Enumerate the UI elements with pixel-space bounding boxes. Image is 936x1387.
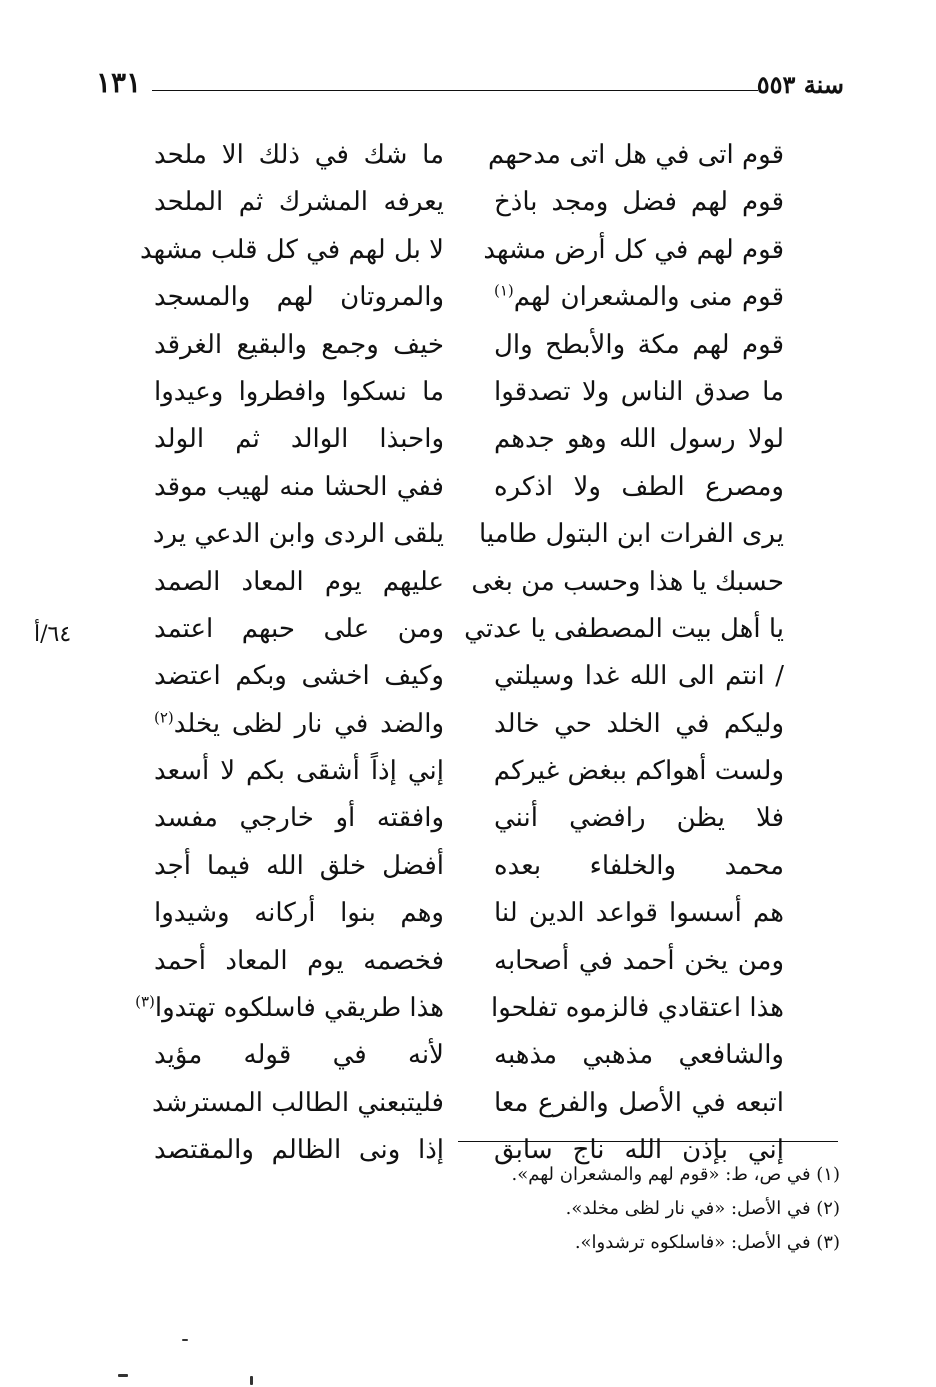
page-number: ١٣١: [96, 66, 142, 99]
verse-column-right: [464, 132, 784, 1175]
verse-line: [154, 369, 444, 416]
verse-text: إني بإذن الله ناج سابق: [494, 1135, 784, 1166]
footnote-marker: (١): [494, 281, 514, 300]
verse-line: [154, 843, 444, 890]
verse-line: [494, 938, 784, 985]
verse-line: [494, 464, 784, 511]
verse-text: يرى الفرات ابن البتول طاميا: [478, 519, 784, 550]
verse-line: [154, 653, 444, 700]
footnote-item: (٣) في الأصل: «فاسلكوه ترشدوا».: [574, 1232, 840, 1253]
verse-line: [494, 843, 784, 890]
verse-text: يلقى الردى وابن الدعي يرد: [152, 519, 444, 550]
scan-speck: [118, 1374, 128, 1377]
verse-text: عليهم يوم المعاد الصمد: [154, 566, 444, 597]
verse-text: / انتم الى الله غدا وسيلتي: [494, 661, 784, 692]
footnotes: [512, 1158, 840, 1260]
verse-text: إذا ونى الظالم والمقتصد: [154, 1135, 444, 1166]
running-header-year: سنة ٥٥٣: [756, 70, 844, 99]
verse-line: [494, 322, 784, 369]
verse-line: [494, 1080, 784, 1127]
verse-line: [154, 701, 444, 748]
verse-text: واحبذا الوالد ثم الولد: [154, 424, 444, 455]
verse-line: [154, 795, 444, 842]
verse-line: [494, 653, 784, 700]
verse-text: هذا طريقي فاسلكوه تهتدوا: [154, 993, 444, 1024]
verse-text: لولا رسول الله وهو جدهم: [494, 424, 784, 455]
verse-text: وكيف اخشى وبكم اعتضد: [154, 661, 444, 692]
verse-line: [494, 1032, 784, 1079]
verse-text: وهم بنوا أركانه وشيدوا: [154, 898, 444, 929]
verse-text: اتبعه في الأصل والفرع معا: [494, 1087, 784, 1118]
verse-text: ومصرع الطف ولا اذكره: [494, 471, 784, 502]
verse-text: قوم لهم مكة والأبطح وال: [494, 329, 784, 360]
verse-line: [154, 179, 444, 226]
verse-line: [154, 1127, 444, 1174]
verse-line: [154, 1032, 444, 1079]
verse-line: [154, 322, 444, 369]
verse-line: [154, 559, 444, 606]
verse-line: [494, 890, 784, 937]
verse-text: والشافعي مذهبي مذهبه: [494, 1040, 784, 1071]
verse-text: ومن يخن أحمد في أصحابه: [494, 945, 784, 976]
footnote-item: (١) في ص، ط: «قوم لهم والمشعران لهم».: [511, 1164, 840, 1185]
verse-column-left: [135, 132, 444, 1175]
verse-line: [154, 938, 444, 985]
verse-text: ما نسكوا وافطروا وعيدوا: [154, 376, 444, 407]
verse-text: قوم لهم فضل ومجد باذخ: [494, 187, 784, 218]
verse-line: [135, 985, 444, 1032]
scan-speck: [250, 1376, 253, 1385]
verse-line: [491, 985, 784, 1032]
verse-text: محمد والخلفاء بعده: [494, 850, 784, 881]
verse-text: والمروتان لهم والمسجد: [154, 282, 444, 313]
verse-line: [151, 1080, 444, 1127]
footnote-item: (٢) في الأصل: «في نار لظى مخلد».: [565, 1198, 840, 1219]
verse-line: [494, 369, 784, 416]
verse-line: [488, 132, 784, 179]
verse-text: ومن على حبهم اعتمد: [154, 613, 444, 644]
verse-line: [154, 464, 444, 511]
verse-text: فليتبعني الطالب المسترشد: [151, 1087, 444, 1118]
verse-text: قوم منى والمشعران لهم: [513, 282, 784, 313]
verse-line: [494, 179, 784, 226]
verse-text: فخصمه يوم المعاد أحمد: [154, 945, 444, 976]
verse-line: [478, 511, 784, 558]
verse-line: [154, 274, 444, 321]
verse-text: أفضل خلق الله فيما أجد: [154, 850, 444, 881]
verse-text: يعرفه المشرك ثم الملحد: [154, 187, 444, 218]
verse-line: [139, 227, 444, 274]
verse-text: هذا اعتقادي فالزموه تفلحوا: [491, 993, 784, 1024]
verse-text: قوم لهم في كل أرض مشهد: [483, 234, 784, 265]
verse-text: لا بل لهم في كل قلب مشهد: [139, 234, 444, 265]
verse-line: [154, 890, 444, 937]
verse-line: [154, 748, 444, 795]
verse-line: [154, 132, 444, 179]
scan-speck: [182, 1339, 188, 1341]
verse-text: ما شك في ذلك الا ملحد: [154, 140, 444, 170]
verse-text: وافقته أو خارجي مفسد: [154, 803, 444, 834]
verse-line: [494, 416, 784, 463]
verse-text: والضد في نار لظى يخلد: [173, 708, 444, 739]
verse-line: [154, 606, 444, 653]
verse-line: [483, 227, 784, 274]
verse-line: [154, 416, 444, 463]
verse-line: [494, 701, 784, 748]
verse-text: قوم اتى في هل اتى مدحهم: [488, 140, 784, 170]
verse-line: [494, 748, 784, 795]
verse-text: حسبك يا هذا وحسب من بغى: [471, 566, 784, 597]
manuscript-folio-marker: ٦٤/أ: [34, 622, 72, 647]
verse-text: هم أسسوا قواعد الدين لنا: [494, 898, 784, 929]
footnote-marker: (٢): [154, 708, 174, 727]
verse-line: [494, 795, 784, 842]
verse-line: [471, 559, 784, 606]
verse-text: ولست أهواكم ببغض غيركم: [493, 756, 784, 787]
verse-line: [154, 511, 444, 558]
verse-text: ففي الحشا منه لهيب موقد: [154, 471, 444, 502]
verse-text: فلا يظن رافضي أنني: [494, 803, 784, 834]
verse-text: لأنه في قوله مؤيد: [154, 1040, 444, 1071]
verse-text: ما صدق الناس ولا تصدقوا: [494, 376, 784, 407]
verse-text: وليكم في الخلد حي خالد: [494, 708, 784, 739]
verse-text: يا أهل بيت المصطفى يا عدتي: [464, 613, 784, 644]
verse-line: [464, 606, 784, 653]
verse-text: إني إذاً أشقى بكم لا أسعد: [154, 756, 444, 787]
footnote-marker: (٣): [135, 992, 155, 1011]
verse-text: خيف وجمع والبقيع الغرقد: [154, 329, 444, 360]
footnote-rule: [458, 1141, 838, 1142]
verse-line: [494, 274, 784, 321]
header-rule: [152, 90, 758, 91]
